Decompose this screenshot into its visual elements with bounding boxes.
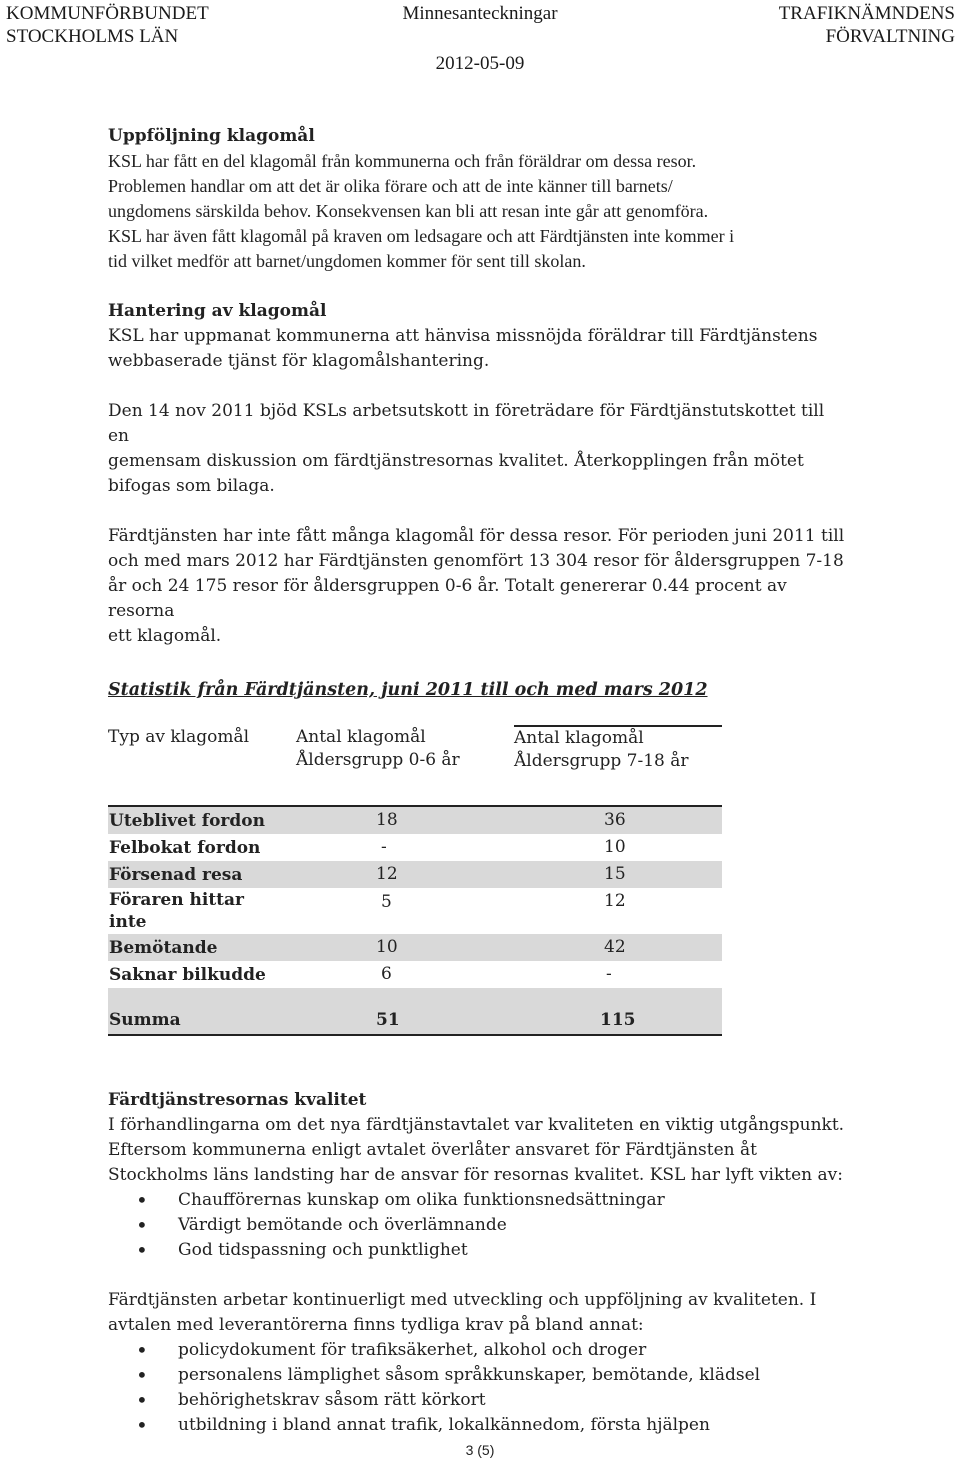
row-value-0-6: 5 — [381, 892, 392, 912]
sum-value-0-6: 51 — [296, 988, 514, 1035]
heading-kvalitet: Färdtjänstresornas kvalitet — [108, 1090, 367, 1110]
text-line: år och 24 175 resor för åldersgruppen 0-6 år. Totalt genererar 0.44 procent av resorna — [108, 576, 787, 621]
paragraph-kvalitet-2 — [108, 1288, 848, 1338]
dept-name-line1: TRAFIKNÄMNDENS — [778, 3, 955, 24]
heading-uppfoljning: Uppföljning klagomål — [108, 126, 315, 146]
org-name-line2: STOCKHOLMS LÄN — [6, 26, 179, 47]
row-value-0-6: 18 — [296, 806, 514, 834]
document-date: 2012-05-09 — [435, 53, 525, 74]
table-sum-row — [108, 988, 722, 1035]
text-line: bifogas som bilaga. — [108, 476, 275, 496]
text-line: KSL har fått en del klagomål från kommunerna och från föräldrar om dessa resor. — [108, 151, 697, 171]
row-value-7-18: 42 — [514, 934, 722, 961]
text-line: KSL har även fått klagomål på kraven om ledsagare och att Färdtjänsten inte kommer i — [108, 226, 735, 246]
document-type: Minnesanteckningar — [402, 3, 558, 24]
list-item: • utbildning i bland annat trafik, lokalkännedom, första hjälpen — [108, 1413, 848, 1438]
row-value-7-18: 10 — [604, 837, 626, 857]
dept-name-line2: FÖRVALTNING — [825, 26, 955, 47]
statistics-title: Statistik från Färdtjänsten, juni 2011 till och med mars 2012 — [108, 680, 708, 700]
row-value-0-6: 6 — [381, 964, 392, 984]
page-number: 3 (5) — [465, 1442, 495, 1458]
text-line: Stockholms läns landsting har de ansvar för resornas kvalitet. KSL har lyft vikten av: — [108, 1165, 843, 1185]
text-line: tid vilket medför att barnet/ungdomen kommer för sent till skolan. — [108, 251, 586, 271]
text-line: och med mars 2012 har Färdtjänsten genomfört 13 304 resor för åldersgruppen 7-18 — [108, 551, 844, 571]
paragraph-hantering-1 — [108, 324, 848, 374]
list-item: • policydokument för trafiksäkerhet, alkohol och droger — [108, 1338, 848, 1363]
col-header-line: Antal klagomål — [514, 728, 644, 748]
statistics-table — [108, 725, 722, 1036]
row-label: Saknar bilkudde — [109, 964, 266, 985]
table-row — [108, 834, 722, 861]
text-line: webbaserade tjänst för klagomålshantering. — [108, 351, 490, 371]
row-value-0-6: - — [381, 837, 387, 857]
row-value-7-18: 36 — [514, 806, 722, 834]
col-header-line: Åldersgrupp 7-18 år — [514, 751, 689, 771]
bullet-list-avtal — [108, 1338, 848, 1438]
document-body — [108, 124, 848, 1438]
heading-hantering: Hantering av klagomål — [108, 301, 327, 321]
text-line: KSL har uppmanat kommunerna att hänvisa missnöjda föräldrar till Färdtjänstens — [108, 326, 818, 346]
table-row — [108, 934, 722, 961]
text-line: Problemen handlar om att det är olika förare och att de inte känner till barnets/ — [108, 176, 673, 196]
row-label — [108, 888, 296, 934]
table-row — [108, 961, 722, 988]
text-line: Eftersom kommunerna enligt avtalet överlåter ansvaret för Färdtjänsten åt — [108, 1140, 757, 1160]
row-label: Felbokat fordon — [109, 837, 261, 858]
list-item: • Värdigt bemötande och överlämnande — [108, 1213, 848, 1238]
bullet-list-kvalitet — [108, 1188, 848, 1263]
row-value-0-6: 12 — [296, 861, 514, 888]
row-value-7-18: 12 — [604, 891, 626, 911]
row-label: Uteblivet fordon — [108, 806, 296, 834]
row-value-7-18: - — [606, 964, 612, 984]
col-header-age-7-18 — [514, 726, 722, 773]
table-row — [108, 888, 722, 934]
text-line: I förhandlingarna om det nya färdtjänstavtalet var kvaliteten en viktig utgångspunkt. — [108, 1115, 845, 1135]
col-header-age-0-6 — [296, 726, 514, 773]
sum-label: Summa — [108, 988, 296, 1035]
paragraph-kvalitet-1 — [108, 1113, 848, 1188]
org-name-line1: KOMMUNFÖRBUNDET — [6, 3, 209, 24]
header-right — [779, 2, 955, 48]
col-header-line: Antal klagomål — [296, 727, 426, 747]
table-header-row — [108, 726, 722, 773]
table-row — [108, 861, 722, 888]
row-label: Försenad resa — [108, 861, 296, 888]
text-line: avtalen med leverantörerna finns tydliga krav på bland annat: — [108, 1315, 644, 1335]
row-label: Bemötande — [108, 934, 296, 961]
text-line: ungdomens särskilda behov. Konsekvensen kan bli att resan inte går att genomföra. — [108, 201, 709, 221]
list-item: • personalens lämplighet såsom språkkunskaper, bemötande, klädsel — [108, 1363, 848, 1388]
paragraph-uppfoljning — [108, 149, 848, 274]
row-label-line: inte — [109, 912, 147, 932]
paragraph-hantering-2 — [108, 399, 848, 499]
list-item: • behörighetskrav såsom rätt körkort — [108, 1388, 848, 1413]
list-item: • Chaufförernas kunskap om olika funktionsnedsättningar — [108, 1188, 848, 1213]
col-header-type: Typ av klagomål — [108, 727, 250, 747]
text-line: Färdtjänsten arbetar kontinuerligt med utveckling och uppföljning av kvaliteten. I — [108, 1290, 817, 1310]
text-line: Den 14 nov 2011 bjöd KSLs arbetsutskott in företrädare för Färdtjänstutskottet till en — [108, 401, 825, 446]
row-label-line: Föraren hittar — [109, 890, 244, 910]
row-value-7-18: 15 — [514, 861, 722, 888]
sum-value-7-18: 115 — [514, 988, 722, 1035]
text-line: ett klagomål. — [108, 626, 222, 646]
text-line: Färdtjänsten har inte fått många klagomål för dessa resor. För perioden juni 2011 till — [108, 526, 845, 546]
text-line: gemensam diskussion om färdtjänstresornas kvalitet. Återkopplingen från mötet — [108, 451, 804, 471]
table-row — [108, 806, 722, 834]
row-value-0-6: 10 — [296, 934, 514, 961]
list-item: • God tidspassning och punktlighet — [108, 1238, 848, 1263]
paragraph-hantering-3 — [108, 524, 848, 649]
col-header-line: Åldersgrupp 0-6 år — [296, 750, 460, 770]
